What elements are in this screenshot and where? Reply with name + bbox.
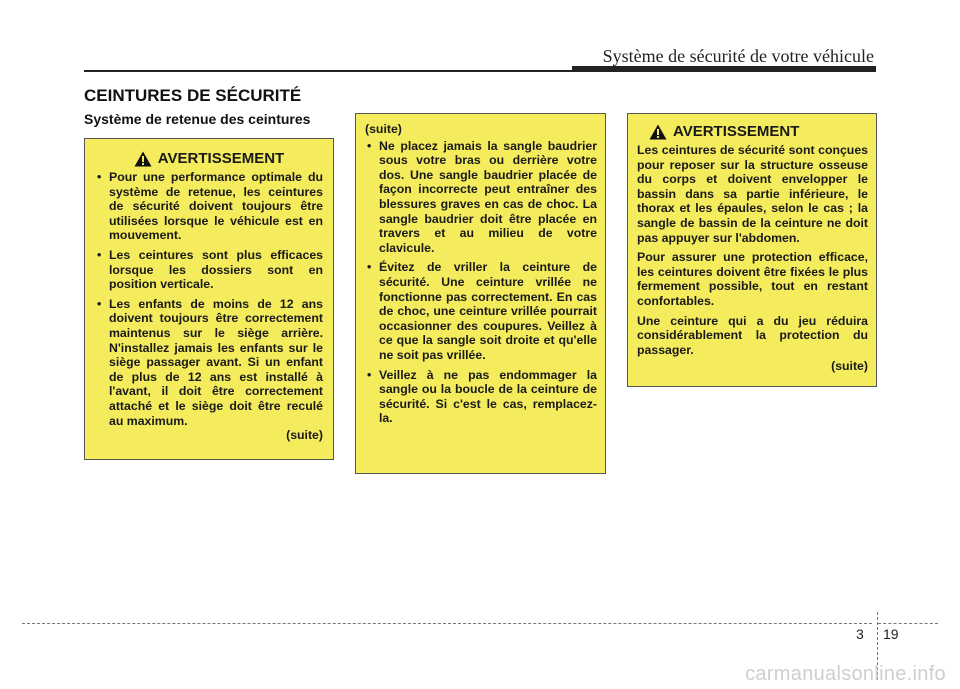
page-number: 19 [883, 626, 899, 642]
header-rule-accent [572, 66, 876, 72]
list-item: • Évitez de vriller la ceinture de sécurité. Une ceinture vrillée ne fonctionne pas correctement. En cas de choc, une ceinture vrillée pourrait occasionner des coupures. Veillez à ce que la sangle soit droite et qu'elle ne soit pas vrillée. [365, 260, 597, 362]
footer-dashed-rule [22, 623, 872, 624]
list-item: • Les ceintures sont plus efficaces lorsque les dossiers sont en position verticale. [95, 248, 323, 292]
suite-label-1: (suite) [286, 428, 323, 443]
suite-label-3: (suite) [831, 359, 868, 374]
warning-box-3 [627, 113, 877, 387]
warning-list-1 [95, 170, 323, 428]
warning-box-1 [84, 138, 334, 460]
list-item: • Ne placez jamais la sangle baudrier sous votre bras ou derrière votre dos. Une sangle baudrier placée de façon incorrecte peut entraîner des blessures graves en cas de choc. La sangle baudrier doit être placée en travers et au milieu de votre clavicule. [365, 139, 597, 256]
subsection-title: Système de retenue des ceintures [84, 111, 311, 127]
list-item: • Veillez à ne pas endommager la sangle ou la boucle de la ceinture de sécurité. Si c'est le cas, remplacez-la. [365, 368, 597, 426]
header-title: Système de sécurité de votre véhicule [602, 46, 874, 66]
watermark: carmanualsonline.info [745, 663, 946, 685]
suite-label-2: (suite) [365, 122, 402, 136]
warning-heading-text-3: AVERTISSEMENT [673, 122, 800, 140]
warning-triangle-icon [134, 151, 152, 167]
warning-paragraph: Une ceinture qui a du jeu réduira considérablement la protection du passager. [637, 313, 868, 357]
warning-list-2 [365, 139, 597, 426]
list-item: • Pour une performance optimale du système de retenue, les ceintures de sécurité doivent toujours être utilisées lorsque le véhicule est en mouvement. [95, 170, 323, 243]
warning-heading-1 [95, 151, 323, 167]
list-item: • Les enfants de moins de 12 ans doivent toujours être correctement maintenus sur le siège arrière. N'installez jamais les enfants sur le siège passager avant. Si un enfant de plus de 12 ans est installé à l'avant, il doit être correctement attaché et le siège doit être reculé au maximum. [95, 297, 323, 428]
footer-dashed-rule-right [878, 623, 938, 624]
section-title: CEINTURES DE SÉCURITÉ [84, 86, 302, 105]
warning-triangle-icon [649, 124, 667, 140]
warning-box-2 [355, 113, 606, 474]
warning-heading-3 [637, 124, 868, 140]
chapter-number: 3 [856, 626, 864, 642]
warning-paragraph: Les ceintures de sécurité sont conçues pour reposer sur la structure osseuse du corps et doivent envelopper le bassin dans sa partie inférieure, le thorax et les épaules, selon le cas ; la sangle de bassin de la ceinture ne doit pas appuyer sur l'abdomen. [637, 143, 868, 245]
warning-paragraph: Pour assurer une protection efficace, les ceintures doivent être fixées le plus fermement possible, tout en restant confortables. [637, 250, 868, 308]
warning-heading-text-1: AVERTISSEMENT [157, 149, 285, 167]
